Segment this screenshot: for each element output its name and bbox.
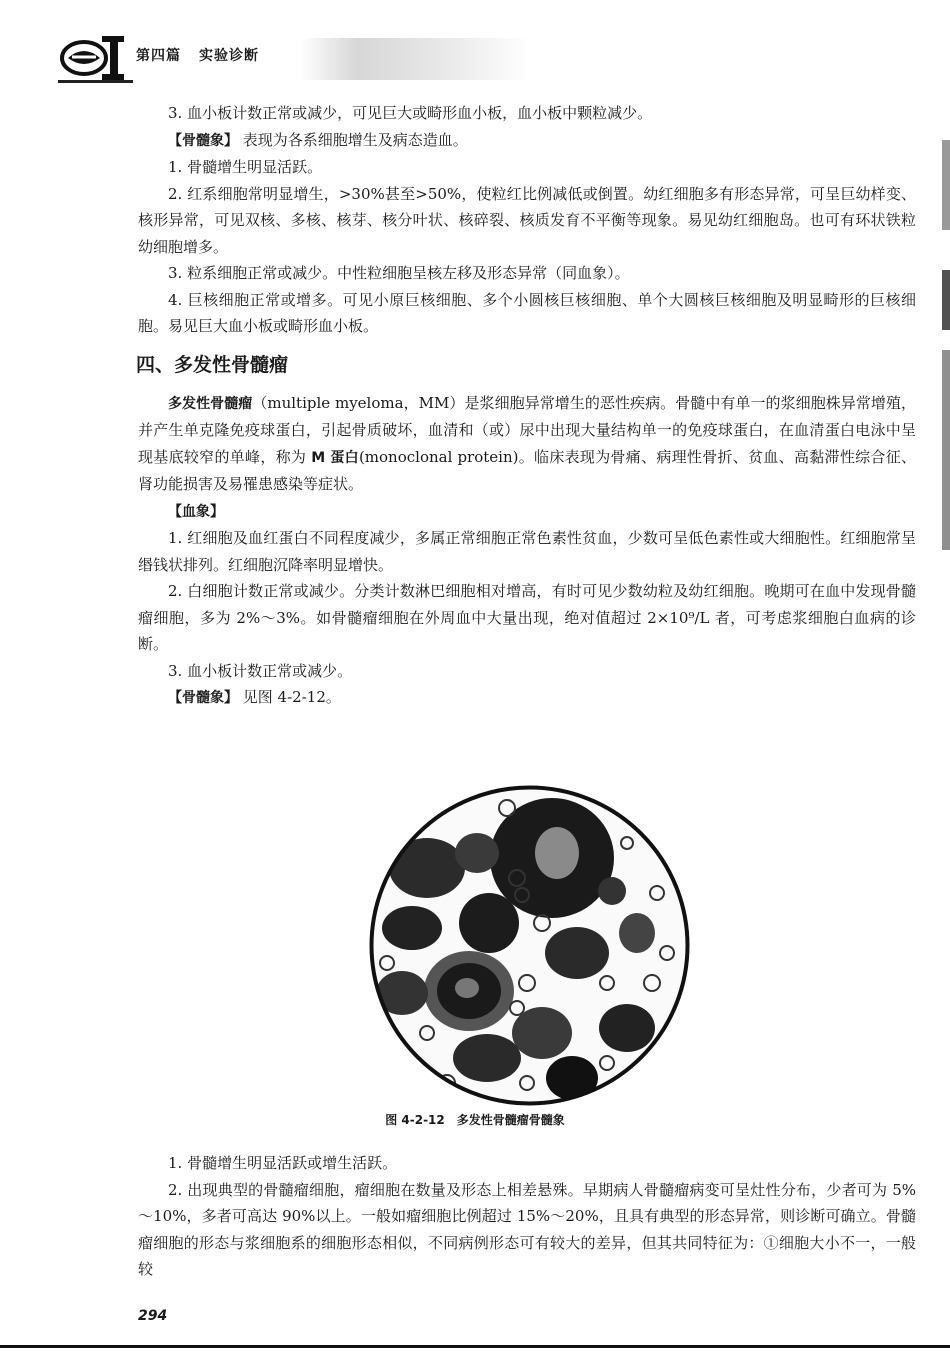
paragraph: 1. 红细胞及血红蛋白不同程度减少，多属正常细胞正常色素性贫血，少数可呈低色素性或大细胞性。红细胞常呈缗钱状排列。红细胞沉降率明显增快。 [138,529,916,574]
paragraph [138,127,916,155]
paragraph: 2. 红系细胞常明显增生，>30%甚至>50%，使粒红比例减低或倒置。幼红细胞多有形态异常，可呈巨幼样变、核形异常，可见双核、多核、核芽、核分叶状、核碎裂、核质发育不平衡等现象。易见幼红细胞岛。也可有环状铁粒幼细胞增多。 [138,184,916,256]
paragraph [138,684,916,712]
section-heading: 四、多发性骨髓瘤 [136,353,289,376]
main-text-continued [138,1150,916,1283]
paragraph: 2. 白细胞计数正常或减少。分类计数淋巴细胞相对增高，有时可见少数幼粒及幼红细胞。晚期可在血中发现骨髓瘤细胞，多为 2%～3%。如骨髓瘤细胞在外周血中大量出现，绝对值超过 2×10⁹/L 者，可考虑浆细胞白血病的诊断。 [138,582,916,653]
intro-paragraph [138,390,916,498]
publisher-logo-icon [58,30,130,82]
tag-text: 见图 4-2-12。 [242,688,341,706]
main-text [138,100,916,712]
tag-text: 表现为各系细胞增生及病态造血。 [242,130,468,149]
part-label: 第四篇 [136,48,181,64]
section-tag: 【血象】 [168,503,224,520]
paragraph: 3. 血小板计数正常或减少，可见巨大或畸形血小板，血小板中颗粒减少。 [168,104,653,122]
header-decoration [300,38,530,80]
intro-text: （multiple myeloma，MM）是浆细胞异常增生的恶性疾病。骨髓中有单一的浆细胞株异常增殖，并产生单克隆免疫球蛋白，引起骨质破坏，血清和（或）尿中出现大量结构单一的免疫球蛋白，在血清蛋白电泳中呈现基底较窄的单峰，称为 [138,393,917,466]
section-tag: 【骨髓象】 [168,132,238,149]
figure-caption: 图 4-2-12 多发性骨髓瘤骨髓象 [385,1113,565,1127]
page-number: 294 [138,1308,168,1324]
intro-text-2: (monoclonal protein)。临床表现为骨痛、病理性骨折、贫血、高黏滞性综合征、肾功能损害及易罹患感染等症状。 [138,447,916,493]
page-header [0,0,950,95]
paragraph: 1. 骨髓增生明显活跃或增生活跃。 [168,1154,398,1172]
paragraph: 4. 巨核细胞正常或增多。可见小原巨核细胞、多个小圆核巨核细胞、单个大圆核巨核细胞及明显畸形的巨核细胞。易见巨大血小板或畸形血小板。 [138,290,916,335]
scan-edge-mark [942,140,950,230]
term-m-protein: M 蛋白 [311,449,359,466]
paragraph: 3. 血小板计数正常或减少。 [168,661,353,680]
section-tag: 【骨髓象】 [168,690,238,706]
paragraph: 3. 粒系细胞正常或减少。中性粒细胞呈核左移及形态异常（同血象）。 [168,264,630,282]
paragraph: 1. 骨髓增生明显活跃。 [168,158,323,176]
scan-edge-mark [942,270,950,330]
term: 多发性骨髓瘤 [168,395,253,412]
scan-edge-mark [942,350,950,550]
header-rule [58,80,133,83]
paragraph: 2. 出现典型的骨髓瘤细胞，瘤细胞在数量及形态上相差悬殊。早期病人骨髓瘤病变可呈灶性分布，少者可为 5%～10%，多者可高达 90%以上。一般如瘤细胞比例超过 15%～20%，且具有典型的形态异常，则诊断可确立。骨髓瘤细胞的形态与浆细胞系的细胞形态相似，不同病例形态可有较大的差异，但其共同特征为：①细胞大小不一，一般较 [138,1180,916,1278]
paragraph [138,498,916,526]
bone-marrow-micrograph [367,783,692,1108]
part-title: 实验诊断 [199,48,259,64]
footer-rule [0,1345,950,1348]
chapter-title [136,45,259,65]
